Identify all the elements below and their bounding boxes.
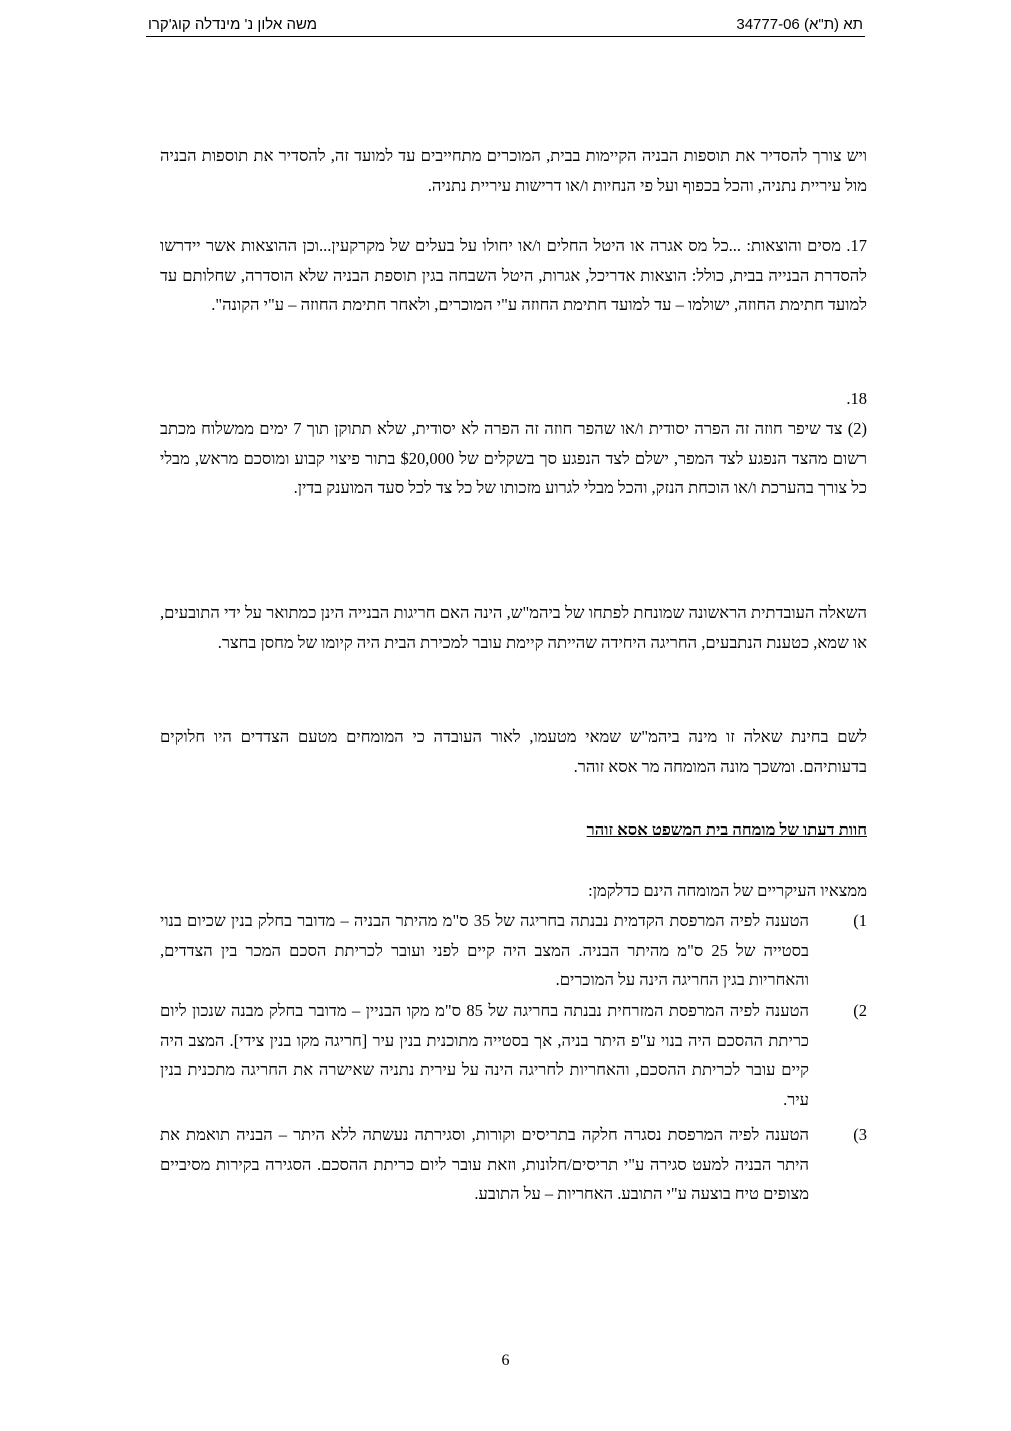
finding-item [160,906,867,995]
finding-text: הטענה לפיה המרפסת נסגרה חלקה בתריסים וקורות, וסגירתה נעשתה ללא היתר – הבניה תואמת את היתר הבניה למעט סגירה ע"י תריסים/חלונות, וזאת עובר ליום כריתת ההסכם. הסגירה בקירות מסיביים מצופים טיח בוצעה ע"י התובע. האחריות – על התובע. [160,1125,809,1203]
page-header [146,8,865,37]
finding-text: הטענה לפיה המרפסת המזרחית נבנתה בחריגה של 85 ס"מ מקו הבניין – מדובר בחלק מבנה שנכון ליום כריתת ההסכם היה בנוי ע"פ היתר בניה, אך בסטייה מתוכנית בנין עיר [חריגה מקו בנין צידי]. המצב היה קיים עובר לכריתת ההסכם, והאחריות לחריגה הינה על עירית נתניה שאישרה את החריגה מתכנית בנין עיר. [160,1001,810,1109]
clause-18-number: 18. [846,389,867,408]
finding-item [160,996,867,1114]
finding-number: 3) [853,1125,867,1144]
paragraph-building-additions: ויש צורך להסדיר את תוספות הבניה הקיימות בבית, המוכרים מתחייבים עד למועד זה, להסדיר את תוספות הבניה מול עיריית נתניה, והכל בכפוף ועל פי הנחיות ו/או דרישות עיריית נתניה. [160,146,867,195]
paragraph-factual-question: השאלה העובדתית הראשונה שמונחת לפתחו של ביהמ"ש, הינה האם חריגות הבנייה הינן כמתואר על ידי התובעים, או שמא, כטענת הנתבעים, החריגה היחידה שהייתה קיימת עובר למכירת הבית היה קיומו של מחסן בחצר. [160,603,867,652]
paragraph-expert-appointment: לשם בחינת שאלה זו מינה ביהמ"ש שמאי מטעמו, לאור העובדה כי המומחים מטעם הצדדים היו חלוקים בדעותיהם. ומשכך מונה המומחה מר אסא זוהר. [160,727,867,776]
finding-number: 1) [853,911,867,930]
finding-text: הטענה לפיה המרפסת הקדמית נבנתה בחריגה של 35 ס"מ מהיתר הבניה – מדובר בחלק בנין שכיום בנוי בסטייה של 25 ס"מ מהיתר הבניה. המצב היה קיים לפני ועובר לכריתת הסכם המכר בין הצדדים, והאחריות בגין החריגה הינה על המוכרים. [160,911,809,989]
findings-intro: ממצאיו העיקריים של המומחה הינם כדלקמן: [588,881,867,900]
case-parties: משה אלון נ' מינדלה קוג'קרו [148,16,318,33]
case-number: תא (ת"א) 34777-06 [736,16,863,33]
page-number: 6 [501,1352,510,1369]
finding-number: 2) [853,1001,867,1020]
paragraph-clause-17: 17. מסים והוצאות: ...כל מס אגרה או היטל החלים ו/או יחולו על בעלים של מקרקעין...וכן ההוצאות אשר יידרשו להסדרת הבנייה בבית, כולל: הוצאות אדריכל, אגרות, היטל השבחה בגין תוספת הבניה שלא הוסדרה, שחלותם עד למועד חתימת החוזה, ישולמו – עד למועד חתימת החוזה ע"י המוכרים, ולאחר חתימת החוזה – ע"י הקונה". [160,236,867,314]
finding-item [160,1120,867,1209]
paragraph-clause-18: (2) צד שיפר חוזה זה הפרה יסודית ו/או שהפר חוזה זה הפרה לא יסודית, שלא תתוקן תוך 7 ימים ממשלוח מכתב רשום מהצד הנפגע לצד המפר, ישלם לצד הנפגע סך בשקלים של $20,000 בתור פיצוי קבוע ומוסכם מראש, מבלי כל צורך בהערכת ו/או הוכחת הנזק, והכל מבלי לגרוע מזכותו של כל צד לכל סעד המוענק בדין. [160,419,867,497]
section-heading-expert-opinion: חוות דעתו של מומחה בית המשפט אסא זוהר [586,820,867,839]
